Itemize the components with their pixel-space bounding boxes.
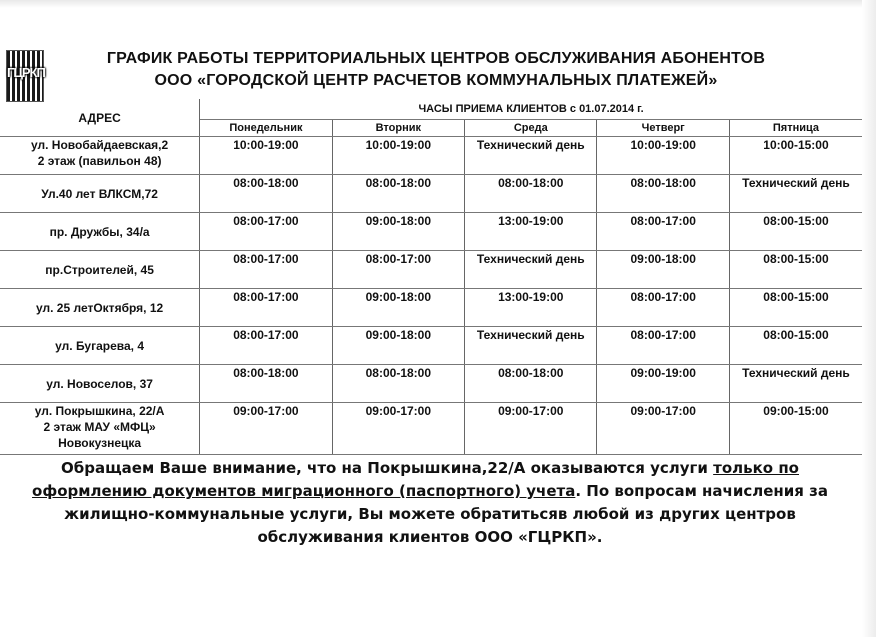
notice-part-1: Обращаем Ваше внимание, что на Покрышкина,22/А оказываются услуги: [61, 459, 714, 477]
hours-cell: 10:00-19:00: [200, 137, 332, 175]
address-line: ул. Покрышкина, 22/А: [34, 404, 165, 418]
day-header: Среда: [465, 120, 597, 137]
address-line: пр. Дружбы, 34/а: [49, 224, 150, 239]
hours-cell: 09:00-18:00: [332, 327, 464, 365]
hours-cell: 08:00-15:00: [729, 213, 862, 251]
hours-cell: Технический день: [729, 365, 862, 403]
hours-cell: 08:00-17:00: [597, 327, 729, 365]
title-line-2: ООО «ГОРОДСКОЙ ЦЕНТР РАСЧЕТОВ КОММУНАЛЬНЫХ ПЛАТЕЖЕЙ»: [154, 72, 718, 89]
table-row: [0, 403, 862, 455]
address-cell: [0, 175, 200, 213]
address-line: ул. Новоселов, 37: [46, 376, 153, 391]
table-row: [0, 213, 862, 251]
address-cell: [0, 137, 200, 175]
address-cell: [0, 289, 200, 327]
hours-cell: 13:00-19:00: [465, 213, 597, 251]
address-header: АДРЕС: [0, 99, 200, 137]
hours-cell: Технический день: [465, 251, 597, 289]
address-cell: [0, 365, 200, 403]
address-line: ул. Бугарева, 4: [55, 338, 145, 353]
address-cell: [0, 327, 200, 365]
hours-cell: 08:00-17:00: [200, 327, 332, 365]
scan-edge-right: [862, 0, 876, 637]
hours-cell: 08:00-17:00: [200, 251, 332, 289]
schedule-table: [0, 99, 862, 455]
hours-cell: 09:00-18:00: [332, 213, 464, 251]
hours-cell: 08:00-18:00: [332, 365, 464, 403]
address-line: Ул.40 лет ВЛКСМ,72: [41, 186, 158, 201]
hours-cell: 08:00-17:00: [200, 289, 332, 327]
document-title: [46, 48, 826, 92]
address-line: Новокузнецка: [58, 436, 142, 450]
hours-cell: 08:00-15:00: [729, 327, 862, 365]
address-line: ул. 25 летОктября, 12: [36, 300, 164, 315]
logo-text: ГЦРКП: [7, 65, 45, 80]
hours-cell: 08:00-18:00: [200, 365, 332, 403]
hours-cell: 09:00-19:00: [597, 365, 729, 403]
day-header: Вторник: [332, 120, 464, 137]
address-line: 2 этаж МАУ «МФЦ»: [43, 420, 156, 434]
address-line: пр.Строителей, 45: [45, 262, 154, 277]
address-cell: [0, 251, 200, 289]
hours-cell: Технический день: [729, 175, 862, 213]
hours-cell: 09:00-15:00: [729, 403, 862, 455]
address-cell: [0, 403, 200, 455]
hours-cell: 08:00-17:00: [597, 213, 729, 251]
hours-cell: 08:00-18:00: [597, 175, 729, 213]
hours-cell: Технический день: [465, 137, 597, 175]
day-header: Понедельник: [200, 120, 332, 137]
scan-edge-top: [0, 0, 876, 8]
notice-part-2: . По вопросам начисления за жилищно-коммунальные услуги, Вы можете обратиться: [64, 482, 828, 523]
hours-cell: 09:00-18:00: [332, 289, 464, 327]
day-header: Пятница: [729, 120, 862, 137]
hours-cell: 13:00-19:00: [465, 289, 597, 327]
hours-cell: 08:00-17:00: [597, 289, 729, 327]
table-row: [0, 365, 862, 403]
table-row: [0, 175, 862, 213]
hours-cell: 08:00-18:00: [465, 365, 597, 403]
notice-text: [30, 457, 830, 549]
hours-cell: 10:00-19:00: [597, 137, 729, 175]
hours-cell: 09:00-17:00: [332, 403, 464, 455]
hours-cell: 10:00-19:00: [332, 137, 464, 175]
notice-underlined: только по оформлению документов миграционного (паспортного) учета: [32, 459, 799, 500]
hours-cell: 08:00-18:00: [465, 175, 597, 213]
table-row: [0, 137, 862, 175]
hours-cell: 09:00-17:00: [200, 403, 332, 455]
address-line: ул. Новобайдаевская,2: [30, 138, 169, 152]
table-row: [0, 327, 862, 365]
hours-cell: 08:00-15:00: [729, 289, 862, 327]
address-line: 2 этаж (павильон 48): [37, 154, 162, 168]
hours-cell: Технический день: [465, 327, 597, 365]
hours-cell: 08:00-17:00: [332, 251, 464, 289]
hours-cell: 10:00-15:00: [729, 137, 862, 175]
hours-header: ЧАСЫ ПРИЕМА КЛИЕНТОВ с 01.07.2014 г.: [200, 99, 862, 120]
table-row: [0, 289, 862, 327]
table-row: [0, 251, 862, 289]
hours-cell: 09:00-18:00: [597, 251, 729, 289]
hours-cell: 08:00-17:00: [200, 213, 332, 251]
hours-cell: 08:00-18:00: [200, 175, 332, 213]
hours-cell: 09:00-17:00: [465, 403, 597, 455]
address-cell: [0, 213, 200, 251]
hours-cell: 08:00-15:00: [729, 251, 862, 289]
hours-cell: 08:00-18:00: [332, 175, 464, 213]
notice-part-3: в любой из других центров обслуживания клиентов ООО «ГЦРКП».: [257, 505, 796, 546]
title-line-1: ГРАФИК РАБОТЫ ТЕРРИТОРИАЛЬНЫХ ЦЕНТРОВ ОБСЛУЖИВАНИЯ АБОНЕНТОВ: [106, 50, 766, 67]
hours-cell: 09:00-17:00: [597, 403, 729, 455]
day-header: Четверг: [597, 120, 729, 137]
company-logo: [6, 50, 44, 102]
